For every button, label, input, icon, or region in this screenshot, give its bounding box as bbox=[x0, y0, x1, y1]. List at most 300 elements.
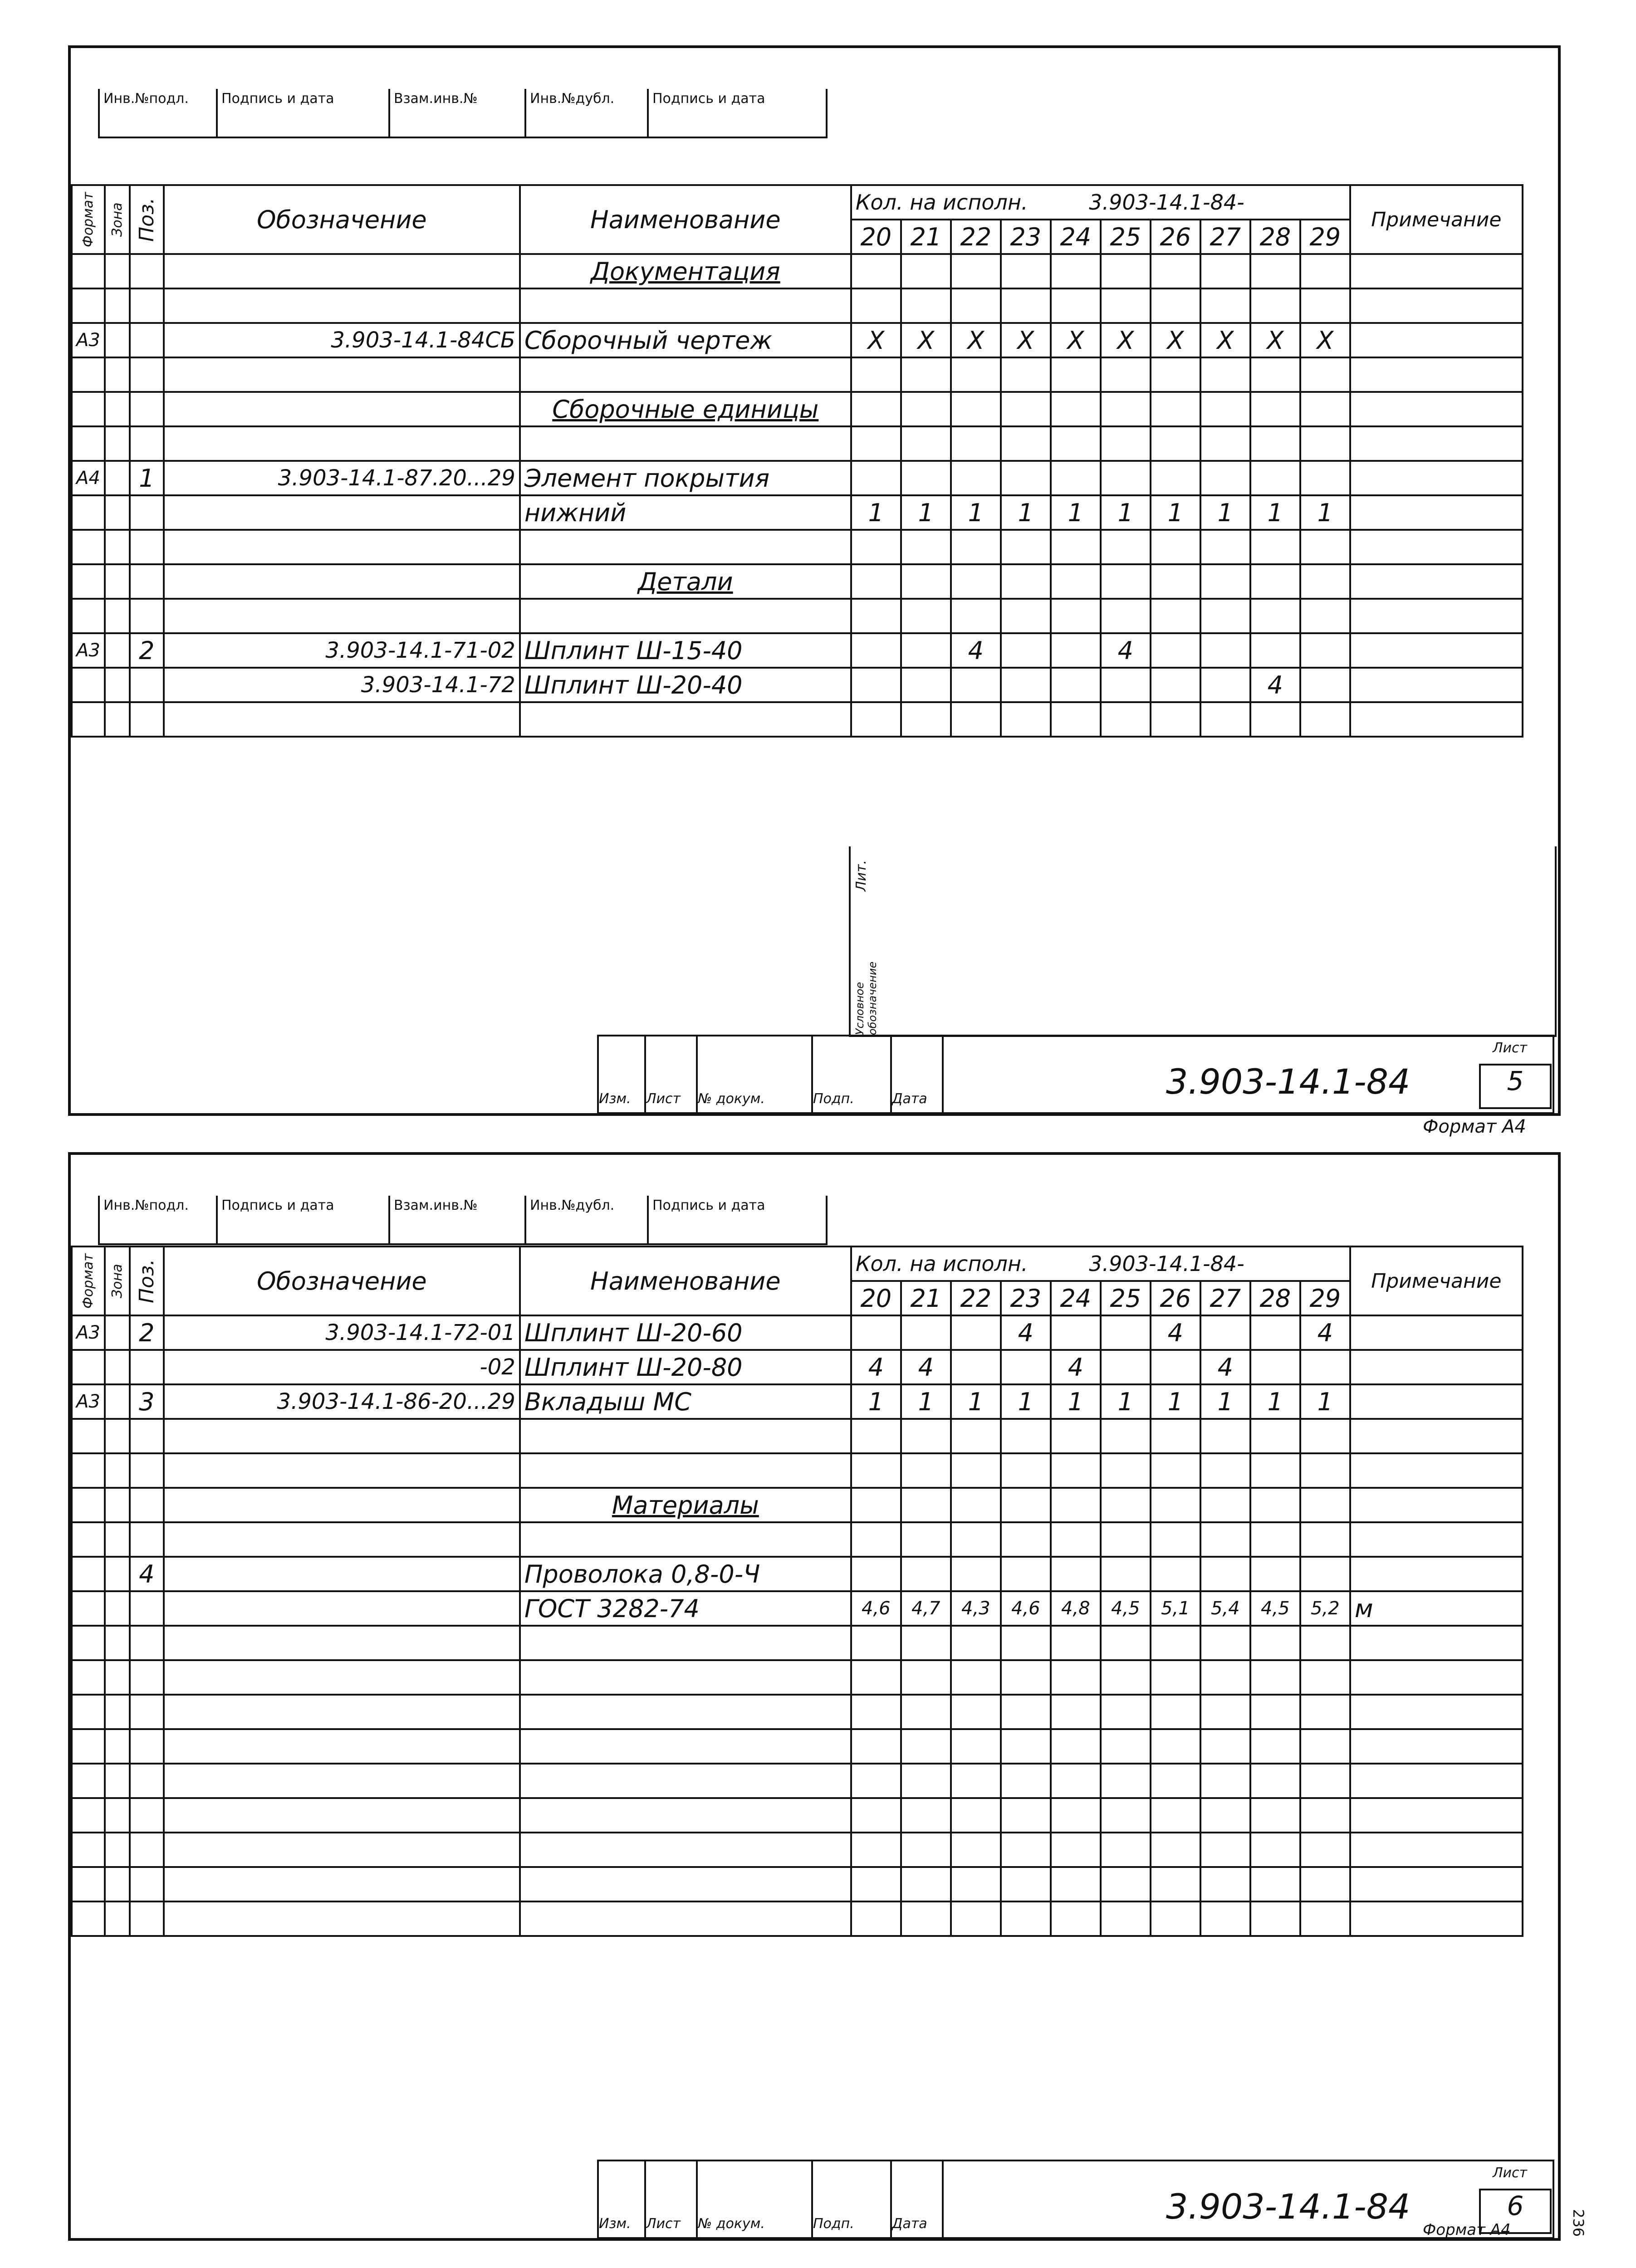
quantity-cell bbox=[851, 1901, 901, 1936]
quantity-cell: 4 bbox=[951, 633, 1001, 668]
stamp-cell: Взам.инв.№ bbox=[390, 89, 526, 137]
quantity-cell bbox=[1250, 1488, 1300, 1522]
format-cell: А3 bbox=[72, 323, 105, 357]
zone-cell bbox=[105, 323, 130, 357]
quantity-cell bbox=[1001, 1626, 1051, 1660]
quantity-cell bbox=[901, 702, 951, 737]
quantity-cell bbox=[901, 1764, 951, 1798]
quantity-cell bbox=[1200, 1419, 1250, 1453]
format-cell bbox=[72, 426, 105, 461]
note-cell bbox=[1350, 668, 1523, 702]
note-cell bbox=[1350, 1867, 1523, 1901]
quantity-cell bbox=[1200, 1901, 1250, 1936]
quantity-cell: Х bbox=[1001, 323, 1051, 357]
quantity-cell bbox=[1300, 1729, 1350, 1764]
quantity-cell: 1 bbox=[1001, 495, 1051, 530]
table-row bbox=[72, 323, 1523, 357]
note-cell bbox=[1350, 1729, 1523, 1764]
quantity-cell bbox=[1001, 426, 1051, 461]
note-cell bbox=[1350, 1798, 1523, 1833]
quantity-cell: 1 bbox=[1051, 1384, 1101, 1419]
zone-cell bbox=[105, 1419, 130, 1453]
quantity-cell bbox=[1300, 357, 1350, 392]
position-cell bbox=[130, 668, 164, 702]
format-cell bbox=[72, 1557, 105, 1591]
quantity-cell bbox=[1250, 1833, 1300, 1867]
spec-body bbox=[72, 1315, 1523, 1936]
quantity-cell bbox=[951, 1350, 1001, 1384]
quantity-cell bbox=[1101, 1488, 1151, 1522]
quantity-cell bbox=[901, 1557, 951, 1591]
quantity-cell bbox=[851, 1557, 901, 1591]
quantity-cell bbox=[1001, 633, 1051, 668]
format-cell bbox=[72, 357, 105, 392]
quantity-cell bbox=[1001, 1798, 1051, 1833]
quantity-cell bbox=[1051, 1729, 1101, 1764]
name-cell bbox=[520, 1764, 851, 1798]
quantity-cell bbox=[901, 1729, 951, 1764]
zone-cell bbox=[105, 1660, 130, 1695]
format-cell bbox=[72, 1695, 105, 1729]
note-cell bbox=[1350, 461, 1523, 495]
quantity-cell bbox=[1300, 1833, 1350, 1867]
table-row bbox=[72, 599, 1523, 633]
quantity-cell bbox=[1200, 426, 1250, 461]
quantity-cell bbox=[1300, 1660, 1350, 1695]
note-cell bbox=[1350, 495, 1523, 530]
quantity-cell bbox=[951, 668, 1001, 702]
sheet-label: Лист bbox=[1493, 1040, 1528, 1056]
note-cell bbox=[1350, 1660, 1523, 1695]
tb-cell-docno: № докум. bbox=[698, 1036, 813, 1112]
quantity-cell bbox=[1101, 1419, 1151, 1453]
quantity-cell bbox=[1051, 1660, 1101, 1695]
quantity-cell bbox=[901, 1419, 951, 1453]
tb-cell-date: Дата bbox=[892, 1036, 944, 1112]
quantity-cell bbox=[1300, 1522, 1350, 1557]
quantity-cell bbox=[1151, 1453, 1200, 1488]
quantity-cell: 1 bbox=[901, 495, 951, 530]
format-cell bbox=[72, 1867, 105, 1901]
quantity-cell bbox=[1300, 633, 1350, 668]
format-cell bbox=[72, 668, 105, 702]
zone-cell bbox=[105, 288, 130, 323]
quantity-cell: Х bbox=[951, 323, 1001, 357]
quantity-cell bbox=[901, 461, 951, 495]
table-row bbox=[72, 1522, 1523, 1557]
quantity-cell bbox=[851, 1867, 901, 1901]
title-block bbox=[597, 2160, 1554, 2239]
quantity-cell bbox=[1250, 461, 1300, 495]
position-cell bbox=[130, 1488, 164, 1522]
header-format: Формат bbox=[72, 1246, 105, 1315]
name-cell bbox=[520, 1522, 851, 1557]
note-cell bbox=[1350, 357, 1523, 392]
table-row bbox=[72, 1488, 1523, 1522]
format-cell bbox=[72, 1350, 105, 1384]
quantity-cell bbox=[1001, 1833, 1051, 1867]
zone-cell bbox=[105, 1453, 130, 1488]
name-cell bbox=[520, 1695, 851, 1729]
quantity-cell bbox=[1200, 392, 1250, 426]
quantity-cell bbox=[951, 288, 1001, 323]
designation-cell bbox=[164, 254, 520, 288]
zone-cell bbox=[105, 1591, 130, 1626]
quantity-cell bbox=[1200, 1522, 1250, 1557]
stamp-cell: Инв.№подл. bbox=[100, 1196, 218, 1243]
note-cell bbox=[1350, 288, 1523, 323]
zone-cell bbox=[105, 1315, 130, 1350]
quantity-cell bbox=[1001, 668, 1051, 702]
quantity-cell bbox=[1051, 530, 1101, 564]
quantity-cell bbox=[1101, 426, 1151, 461]
quantity-cell bbox=[1300, 1798, 1350, 1833]
header-position: Поз. bbox=[130, 185, 164, 254]
note-cell bbox=[1350, 1764, 1523, 1798]
quantity-cell bbox=[1151, 426, 1200, 461]
table-row bbox=[72, 426, 1523, 461]
quantity-cell bbox=[1200, 1867, 1250, 1901]
note-cell bbox=[1350, 426, 1523, 461]
quantity-cell bbox=[951, 426, 1001, 461]
format-cell bbox=[72, 1488, 105, 1522]
quantity-cell bbox=[1200, 1453, 1250, 1488]
quantity-cell bbox=[1200, 461, 1250, 495]
archive-stamp bbox=[98, 1196, 828, 1245]
quantity-cell bbox=[851, 1764, 901, 1798]
quantity-cell bbox=[1101, 1453, 1151, 1488]
quantity-cell bbox=[1001, 599, 1051, 633]
format-cell bbox=[72, 495, 105, 530]
quantity-cell bbox=[1051, 1453, 1101, 1488]
variant-column-header: 21 bbox=[901, 1281, 951, 1315]
position-cell bbox=[130, 702, 164, 737]
zone-cell bbox=[105, 461, 130, 495]
quantity-cell bbox=[1051, 702, 1101, 737]
quantity-cell bbox=[951, 599, 1001, 633]
sheet-label: Лист bbox=[1493, 2165, 1528, 2181]
table-row bbox=[72, 392, 1523, 426]
quantity-cell bbox=[851, 1695, 901, 1729]
table-row bbox=[72, 633, 1523, 668]
format-cell bbox=[72, 1419, 105, 1453]
position-cell bbox=[130, 357, 164, 392]
quantity-cell bbox=[1051, 1626, 1101, 1660]
zone-cell bbox=[105, 357, 130, 392]
quantity-cell bbox=[1051, 668, 1101, 702]
name-cell bbox=[520, 1660, 851, 1695]
quantity-cell: 4,5 bbox=[1101, 1591, 1151, 1626]
stamp-cell: Подпись и дата bbox=[652, 91, 765, 107]
quantity-cell bbox=[1051, 1315, 1101, 1350]
quantity-cell: 4 bbox=[1300, 1315, 1350, 1350]
quantity-cell bbox=[851, 1798, 901, 1833]
quantity-cell: 4,6 bbox=[1001, 1591, 1051, 1626]
format-cell bbox=[72, 702, 105, 737]
variant-column-header: 24 bbox=[1051, 1281, 1101, 1315]
tb-cell-sheet: Лист bbox=[646, 1036, 698, 1112]
variant-column-header: 25 bbox=[1101, 220, 1151, 254]
quantity-cell bbox=[851, 461, 901, 495]
quantity-cell bbox=[1200, 564, 1250, 599]
quantity-cell bbox=[1101, 1901, 1151, 1936]
zone-cell bbox=[105, 426, 130, 461]
designation-cell bbox=[164, 564, 520, 599]
quantity-cell: 1 bbox=[1300, 1384, 1350, 1419]
quantity-cell bbox=[901, 254, 951, 288]
header-note: Примечание bbox=[1350, 1246, 1523, 1315]
format-cell bbox=[72, 599, 105, 633]
name-cell: Детали bbox=[520, 564, 851, 599]
quantity-cell: 5,1 bbox=[1151, 1591, 1200, 1626]
quantity-cell bbox=[901, 668, 951, 702]
quantity-cell bbox=[1151, 702, 1200, 737]
quantity-cell: 1 bbox=[1200, 495, 1250, 530]
zone-cell bbox=[105, 1384, 130, 1419]
position-cell bbox=[130, 392, 164, 426]
name-cell bbox=[520, 1798, 851, 1833]
header-name: Наименование bbox=[520, 185, 851, 254]
quantity-cell bbox=[1250, 1350, 1300, 1384]
conditional-label: Условное обозначение bbox=[853, 961, 879, 1035]
format-cell bbox=[72, 392, 105, 426]
quantity-cell bbox=[1001, 357, 1051, 392]
quantity-cell: 1 bbox=[1250, 1384, 1300, 1419]
position-cell bbox=[130, 564, 164, 599]
variant-column-header: 22 bbox=[951, 220, 1001, 254]
designation-cell bbox=[164, 1557, 520, 1591]
quantity-cell bbox=[1051, 1867, 1101, 1901]
stamp-cell: Подпись и дата bbox=[652, 1198, 765, 1213]
table-row bbox=[72, 530, 1523, 564]
format-label: Формат А4 bbox=[1423, 1116, 1526, 1137]
quantity-cell bbox=[1250, 1660, 1300, 1695]
quantity-cell bbox=[951, 1695, 1001, 1729]
quantity-cell bbox=[1001, 1522, 1051, 1557]
quantity-cell bbox=[1300, 461, 1350, 495]
quantity-cell: 4 bbox=[901, 1350, 951, 1384]
quantity-cell bbox=[951, 1798, 1001, 1833]
quantity-cell bbox=[1300, 1764, 1350, 1798]
quantity-cell bbox=[1250, 1626, 1300, 1660]
quantity-cell bbox=[901, 599, 951, 633]
quantity-cell bbox=[1250, 1695, 1300, 1729]
quantity-cell bbox=[1250, 392, 1300, 426]
variant-column-header: 20 bbox=[851, 1281, 901, 1315]
table-row bbox=[72, 1798, 1523, 1833]
note-cell bbox=[1350, 1557, 1523, 1591]
title-block-cells bbox=[599, 2161, 944, 2237]
designation-cell bbox=[164, 1729, 520, 1764]
quantity-cell bbox=[1300, 599, 1350, 633]
quantity-cell bbox=[1300, 1867, 1350, 1901]
quantity-cell bbox=[1250, 1315, 1300, 1350]
format-cell bbox=[72, 1901, 105, 1936]
note-cell bbox=[1350, 1626, 1523, 1660]
quantity-cell: 1 bbox=[951, 495, 1001, 530]
quantity-cell bbox=[1300, 1350, 1350, 1384]
name-cell: Сборочный чертеж bbox=[520, 323, 851, 357]
quantity-cell bbox=[851, 564, 901, 599]
quantity-cell: 4,5 bbox=[1250, 1591, 1300, 1626]
quantity-cell bbox=[1250, 288, 1300, 323]
position-cell bbox=[130, 1901, 164, 1936]
position-cell bbox=[130, 1833, 164, 1867]
format-cell bbox=[72, 530, 105, 564]
name-cell bbox=[520, 530, 851, 564]
variant-column-header: 28 bbox=[1250, 1281, 1300, 1315]
quantity-cell bbox=[1300, 668, 1350, 702]
header-format: Формат bbox=[72, 185, 105, 254]
designation-cell bbox=[164, 530, 520, 564]
position-cell bbox=[130, 599, 164, 633]
header-quantity-label: Кол. на исполн. bbox=[855, 1251, 1028, 1276]
quantity-cell bbox=[951, 357, 1001, 392]
name-cell: Документация bbox=[520, 254, 851, 288]
quantity-cell bbox=[951, 1626, 1001, 1660]
zone-cell bbox=[105, 1901, 130, 1936]
quantity-cell bbox=[951, 1764, 1001, 1798]
quantity-cell: 4,6 bbox=[851, 1591, 901, 1626]
quantity-cell bbox=[1250, 1764, 1300, 1798]
designation-cell: 3.903-14.1-72-01 bbox=[164, 1315, 520, 1350]
title-block-cells bbox=[599, 1036, 944, 1112]
quantity-cell bbox=[1200, 1764, 1250, 1798]
format-cell bbox=[72, 1591, 105, 1626]
quantity-cell: 1 bbox=[1151, 495, 1200, 530]
quantity-cell: 1 bbox=[901, 1384, 951, 1419]
quantity-cell bbox=[851, 1833, 901, 1867]
quantity-cell bbox=[1300, 530, 1350, 564]
quantity-cell: 1 bbox=[1250, 495, 1300, 530]
designation-cell bbox=[164, 392, 520, 426]
quantity-cell: 4,8 bbox=[1051, 1591, 1101, 1626]
variant-column-header: 26 bbox=[1151, 1281, 1200, 1315]
format-cell bbox=[72, 1764, 105, 1798]
designation-cell: 3.903-14.1-87.20...29 bbox=[164, 461, 520, 495]
quantity-cell bbox=[951, 1867, 1001, 1901]
quantity-cell bbox=[1250, 357, 1300, 392]
name-cell: Шплинт Ш-20-60 bbox=[520, 1315, 851, 1350]
quantity-cell bbox=[1300, 288, 1350, 323]
name-cell bbox=[520, 599, 851, 633]
name-cell bbox=[520, 1867, 851, 1901]
note-cell bbox=[1350, 1901, 1523, 1936]
quantity-cell bbox=[1300, 702, 1350, 737]
quantity-cell bbox=[1151, 254, 1200, 288]
quantity-cell bbox=[851, 633, 901, 668]
quantity-cell: 1 bbox=[1101, 495, 1151, 530]
quantity-cell bbox=[851, 357, 901, 392]
quantity-cell bbox=[1101, 357, 1151, 392]
variant-column-header: 21 bbox=[901, 220, 951, 254]
format-cell bbox=[72, 1453, 105, 1488]
format-cell bbox=[72, 1833, 105, 1867]
quantity-cell bbox=[901, 1695, 951, 1729]
variant-column-header: 29 bbox=[1300, 1281, 1350, 1315]
quantity-cell bbox=[951, 1522, 1001, 1557]
quantity-cell bbox=[1200, 599, 1250, 633]
note-cell bbox=[1350, 392, 1523, 426]
quantity-cell bbox=[901, 564, 951, 599]
name-cell bbox=[520, 1901, 851, 1936]
quantity-cell bbox=[901, 357, 951, 392]
name-cell bbox=[520, 288, 851, 323]
table-row bbox=[72, 1901, 1523, 1936]
quantity-cell bbox=[951, 564, 1001, 599]
note-cell bbox=[1350, 254, 1523, 288]
designation-cell bbox=[164, 1453, 520, 1488]
note-cell bbox=[1350, 1315, 1523, 1350]
stamp-cell: Подпись и дата bbox=[218, 89, 390, 137]
quantity-cell bbox=[1250, 1419, 1300, 1453]
quantity-cell bbox=[1200, 1488, 1250, 1522]
format-label: Формат А4 bbox=[1423, 2221, 1511, 2239]
quantity-cell bbox=[1250, 599, 1300, 633]
zone-cell bbox=[105, 1350, 130, 1384]
quantity-cell: 4 bbox=[851, 1350, 901, 1384]
tb-cell-date: Дата bbox=[892, 2161, 944, 2237]
header-variant-doc: 3.903-14.1-84- bbox=[1089, 190, 1244, 215]
specification-table bbox=[71, 184, 1523, 738]
stamp-cell: Инв.№дубл. bbox=[526, 1196, 649, 1243]
quantity-cell bbox=[951, 1419, 1001, 1453]
quantity-cell: 1 bbox=[1001, 1384, 1051, 1419]
quantity-cell: Х bbox=[1151, 323, 1200, 357]
quantity-cell bbox=[1101, 564, 1151, 599]
format-cell: А4 bbox=[72, 461, 105, 495]
quantity-cell bbox=[1151, 288, 1200, 323]
zone-cell bbox=[105, 1798, 130, 1833]
quantity-cell: 1 bbox=[851, 495, 901, 530]
zone-cell bbox=[105, 530, 130, 564]
quantity-cell: 5,2 bbox=[1300, 1591, 1350, 1626]
quantity-cell bbox=[1151, 1798, 1200, 1833]
zone-cell bbox=[105, 1695, 130, 1729]
spec-body bbox=[72, 254, 1523, 737]
quantity-cell bbox=[1200, 1833, 1250, 1867]
name-cell: Материалы bbox=[520, 1488, 851, 1522]
quantity-cell bbox=[951, 1453, 1001, 1488]
quantity-cell bbox=[1151, 530, 1200, 564]
quantity-cell bbox=[901, 1833, 951, 1867]
header-zone: Зона bbox=[105, 1246, 130, 1315]
quantity-cell bbox=[851, 288, 901, 323]
quantity-cell bbox=[1250, 1522, 1300, 1557]
quantity-cell bbox=[951, 254, 1001, 288]
quantity-cell bbox=[1200, 1729, 1250, 1764]
name-cell: Элемент покрытия bbox=[520, 461, 851, 495]
zone-cell bbox=[105, 668, 130, 702]
quantity-cell bbox=[901, 1626, 951, 1660]
quantity-cell bbox=[1001, 288, 1051, 323]
position-cell bbox=[130, 1764, 164, 1798]
quantity-cell bbox=[1051, 564, 1101, 599]
quantity-cell bbox=[1051, 633, 1101, 668]
table-row bbox=[72, 1660, 1523, 1695]
quantity-cell bbox=[851, 599, 901, 633]
quantity-cell bbox=[901, 288, 951, 323]
name-cell bbox=[520, 1729, 851, 1764]
table-row bbox=[72, 668, 1523, 702]
quantity-cell bbox=[901, 530, 951, 564]
table-row bbox=[72, 1764, 1523, 1798]
specification-table bbox=[71, 1246, 1523, 1937]
note-cell bbox=[1350, 1522, 1523, 1557]
quantity-cell bbox=[1101, 1315, 1151, 1350]
table-row bbox=[72, 1833, 1523, 1867]
quantity-cell bbox=[851, 702, 901, 737]
